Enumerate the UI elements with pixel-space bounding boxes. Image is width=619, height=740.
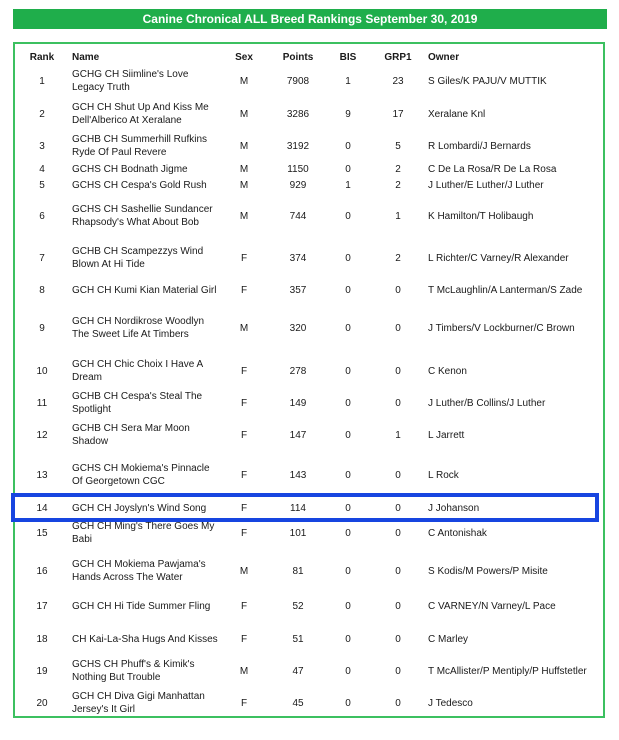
table-row [22,657,598,685]
cell-rank: 20 [36,697,48,709]
cell-grp1: 0 [395,565,401,577]
cell-sex: M [239,322,249,334]
cell-grp1: 0 [395,633,401,645]
cell-grp1: 0 [395,284,401,296]
header-bis: BIS [339,51,357,63]
cell-bis: 0 [345,429,351,441]
cell-owner: L Rock [428,469,459,481]
cell-name: GCHS CH Cespa's Gold Rush [72,180,207,191]
cell-owner: Xeralane Knl [428,108,486,120]
header-sex: Sex [235,51,253,63]
cell-grp1: 0 [395,365,401,377]
cell-points: 320 [289,322,307,334]
cell-points: 45 [292,697,304,709]
cell-name: GCH CH Mokiema Pawjama's Hands Across The Water [72,559,206,583]
cell-owner: C Marley [428,633,469,645]
cell-rank: 18 [36,633,48,645]
cell-name: GCHS CH Phuff's & Kimik's Nothing But Trouble [72,659,195,683]
cell-grp1: 1 [395,210,401,222]
cell-sex: M [239,164,249,175]
header-rank: Rank [29,51,55,63]
header-points: Points [282,51,314,63]
cell-sex: M [239,210,249,222]
cell-points: 114 [290,503,306,514]
cell-bis: 1 [345,75,351,87]
cell-name: GCHS CH Bodnath Jigme [72,164,188,175]
cell-bis: 0 [345,665,351,677]
table-row [22,67,598,95]
table-header [22,50,598,64]
cell-rank: 2 [39,108,45,120]
cell-owner: L Jarrett [428,429,465,441]
cell-owner: R Lombardi/J Bernards [428,140,531,152]
cell-bis: 0 [345,397,351,409]
cell-points: 52 [292,600,304,612]
table-row [22,625,598,653]
cell-owner: K Hamilton/T Holibaugh [428,210,534,222]
cell-bis: 0 [345,252,351,264]
table-row [22,163,598,176]
cell-bis: 0 [345,503,351,514]
cell-name: GCH CH Shut Up And Kiss Me Dell'Alberico At Xeralane [72,102,209,126]
cell-owner: J Johanson [428,503,480,514]
cell-points: 81 [292,565,304,577]
cell-points: 1150 [287,164,309,175]
cell-points: 101 [289,527,307,539]
cell-owner: C Antonishak [428,527,487,539]
cell-rank: 10 [36,365,48,377]
cell-name: GCHB CH Scampezzys Wind Blown At Hi Tide [72,246,204,270]
cell-owner: J Tedesco [428,697,473,709]
cell-sex: M [239,75,249,87]
cell-sex: F [240,600,248,612]
cell-owner: T McAllister/P Mentiply/P Huffstetler [428,665,587,677]
cell-name: GCH CH Diva Gigi Manhattan Jersey's It Girl [72,691,205,715]
table-row [22,308,598,348]
cell-grp1: 0 [395,397,401,409]
cell-grp1: 0 [395,322,401,334]
cell-sex: F [240,633,248,645]
table-row [22,276,598,304]
cell-grp1: 2 [395,180,401,191]
cell-sex: M [239,565,249,577]
cell-bis: 0 [345,633,351,645]
cell-rank: 5 [39,180,45,191]
cell-points: 7908 [286,75,310,87]
cell-sex: M [239,140,249,152]
cell-points: 929 [289,180,307,191]
row-highlight-box [11,493,599,522]
cell-name: GCH CH Ming's There Goes My Babi [72,521,215,545]
cell-owner: T McLaughlin/A Lanterman/S Zade [428,284,583,296]
cell-points: 47 [292,665,304,677]
cell-name: GCH CH Hi Tide Summer Fling [72,600,211,612]
cell-name: GCHG CH Siimline's Love Legacy Truth [72,69,189,93]
cell-sex: F [240,697,248,709]
cell-sex: F [240,252,248,264]
cell-grp1: 0 [395,527,401,539]
cell-points: 143 [289,469,307,481]
cell-name: GCH CH Nordikrose Woodlyn The Sweet Life At Timbers [72,316,205,340]
page-title-banner: Canine Chronical ALL Breed Rankings September 30, 2019 [13,9,607,29]
cell-bis: 0 [345,697,351,709]
table-row [22,519,598,547]
header-owner: Owner [428,51,460,63]
cell-rank: 7 [39,252,45,264]
cell-grp1: 1 [395,429,401,441]
cell-rank: 16 [36,565,48,577]
cell-sex: M [239,108,249,120]
cell-bis: 0 [345,365,351,377]
table-row [22,389,598,417]
cell-points: 51 [292,633,304,645]
table-row [22,132,598,160]
cell-grp1: 0 [395,600,401,612]
table-row [22,455,598,495]
cell-bis: 0 [345,527,351,539]
header-grp1: GRP1 [384,51,412,63]
cell-bis: 0 [345,210,351,222]
cell-name: GCHB CH Sera Mar Moon Shadow [72,423,190,447]
cell-grp1: 5 [395,140,401,152]
cell-owner: C De La Rosa/R De La Rosa [428,164,557,175]
cell-sex: F [240,397,248,409]
cell-grp1: 23 [392,75,404,87]
cell-grp1: 2 [395,164,401,175]
cell-rank: 19 [36,665,48,677]
cell-sex: M [239,665,249,677]
cell-name: GCH CH Kumi Kian Material Girl [72,284,217,296]
cell-rank: 3 [39,140,45,152]
table-row [22,100,598,128]
cell-rank: 17 [36,600,48,612]
cell-name: GCH CH Joyslyn's Wind Song [72,503,207,514]
cell-owner: C Kenon [428,365,467,377]
cell-name: GCHB CH Summerhill Rufkins Ryde Of Paul Revere [72,134,208,158]
table-row [22,421,598,449]
cell-sex: F [240,469,248,481]
cell-sex: F [240,503,248,514]
table-row [22,592,598,620]
cell-points: 278 [289,365,307,377]
cell-points: 3286 [286,108,310,120]
cell-rank: 12 [36,429,48,441]
cell-name: CH Kai-La-Sha Hugs And Kisses [72,633,218,645]
cell-bis: 1 [345,180,351,191]
cell-sex: F [240,527,248,539]
cell-owner: J Luther/E Luther/J Luther [428,180,544,191]
cell-points: 147 [289,429,307,441]
cell-bis: 0 [345,600,351,612]
cell-grp1: 0 [395,503,401,514]
cell-points: 357 [289,284,307,296]
cell-rank: 1 [39,75,45,87]
cell-points: 3192 [286,140,310,152]
table-row [22,357,598,385]
cell-owner: J Timbers/V Lockburner/C Brown [428,322,575,334]
cell-name: GCH CH Chic Choix I Have A Dream [72,359,203,383]
cell-owner: S Giles/K PAJU/V MUTTIK [428,75,547,87]
cell-rank: 6 [39,210,45,222]
cell-owner: S Kodis/M Powers/P Misite [428,565,548,577]
cell-rank: 9 [39,322,45,334]
cell-name: GCHB CH Cespa's Steal The Spotlight [72,391,203,415]
cell-bis: 0 [345,565,351,577]
cell-owner: L Richter/C Varney/R Alexander [428,252,569,264]
cell-grp1: 2 [395,252,401,264]
cell-sex: F [240,365,248,377]
cell-grp1: 0 [395,469,401,481]
cell-bis: 0 [345,284,351,296]
cell-rank: 4 [39,164,45,175]
cell-bis: 0 [345,164,351,175]
cell-name: GCHS CH Sashellie Sundancer Rhapsody's What About Bob [72,204,213,228]
table-row [22,551,598,591]
cell-bis: 0 [345,140,351,152]
cell-points: 374 [289,252,307,264]
cell-rank: 11 [36,397,48,409]
cell-rank: 15 [36,527,48,539]
table-row [22,689,598,717]
cell-points: 149 [289,397,307,409]
cell-grp1: 0 [395,697,401,709]
cell-bis: 9 [345,108,351,120]
cell-owner: C VARNEY/N Varney/L Pace [428,600,556,612]
cell-owner: J Luther/B Collins/J Luther [428,397,546,409]
cell-rank: 13 [36,469,48,481]
cell-name: GCHS CH Mokiema's Pinnacle Of Georgetown CGC [72,463,210,487]
cell-bis: 0 [345,322,351,334]
cell-rank: 14 [36,503,48,514]
cell-rank: 8 [39,284,45,296]
cell-sex: F [240,429,248,441]
cell-grp1: 0 [395,665,401,677]
table-row [22,179,598,192]
header-name: Name [72,51,100,63]
table-row [22,196,598,236]
table-row [22,244,598,272]
cell-grp1: 17 [392,108,404,120]
cell-sex: F [240,284,248,296]
cell-sex: M [239,180,249,191]
cell-points: 744 [289,210,307,222]
cell-bis: 0 [345,469,351,481]
